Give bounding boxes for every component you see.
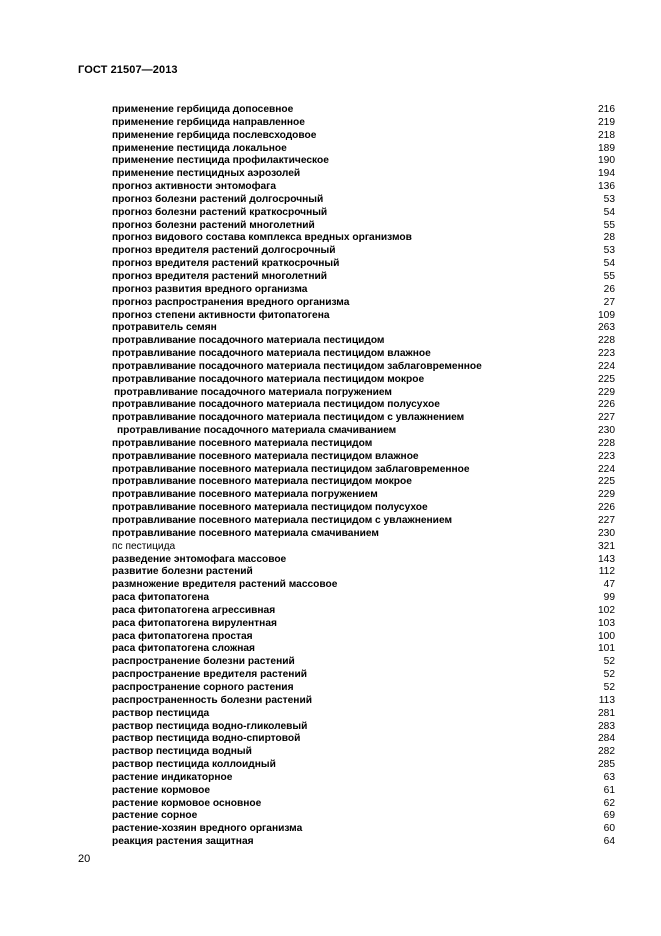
index-term: прогноз вредителя растений краткосрочный: [112, 258, 340, 270]
term-index-list: [112, 104, 615, 849]
index-page-number: 226: [598, 399, 615, 411]
index-entry: [112, 130, 615, 143]
index-entry: [112, 489, 615, 502]
index-page-number: 27: [603, 296, 615, 308]
index-page-number: 285: [598, 759, 615, 771]
index-entry: [112, 451, 615, 464]
index-entry: [112, 643, 615, 656]
index-term: разведение энтомофага массовое: [112, 553, 287, 565]
index-term: раствор пестицида: [112, 707, 210, 719]
index-page-number: 61: [603, 784, 615, 796]
index-entry: [112, 104, 615, 117]
index-entry: [112, 348, 615, 361]
index-term: прогноз вредителя растений многолетний: [112, 270, 328, 282]
index-page-number: 101: [598, 643, 615, 655]
index-entry: [112, 322, 615, 335]
index-page-number: 54: [603, 206, 615, 218]
index-term: протравливание посадочного материала пестицидом полусухое: [112, 399, 440, 411]
index-term: пс пестицида: [112, 540, 176, 552]
index-page-number: 103: [598, 617, 615, 629]
index-entry: [112, 566, 615, 579]
index-entry: [112, 271, 615, 284]
index-entry: [112, 476, 615, 489]
index-term: протравливание посевного материала пестицидом полусухое: [112, 502, 428, 514]
index-term: протравливание посевного материала погружением: [112, 489, 378, 501]
index-page-number: 143: [598, 553, 615, 565]
index-entry: [112, 759, 615, 772]
index-entry: [112, 682, 615, 695]
index-term: протравливание посадочного материала пестицидом влажное: [112, 348, 431, 360]
index-term: раса фитопатогена вирулентная: [112, 617, 277, 629]
index-page-number: 100: [598, 630, 615, 642]
index-term: прогноз болезни растений долгосрочный: [112, 193, 324, 205]
index-entry: [112, 361, 615, 374]
index-entry: [112, 181, 615, 194]
index-page-number: 54: [603, 258, 615, 270]
index-page-number: 216: [598, 104, 615, 115]
index-term: протравливание посевного материала пестицидом мокрое: [112, 476, 412, 488]
index-entry: [112, 143, 615, 156]
index-term: применение гербицида допосевное: [112, 104, 294, 115]
index-page-number: 47: [603, 579, 615, 591]
index-page-number: 53: [603, 193, 615, 205]
index-term: протравливание посадочного материала смачиванием: [117, 425, 397, 437]
index-page-number: 112: [598, 566, 615, 578]
index-page-number: 230: [598, 527, 615, 539]
index-page-number: 263: [598, 322, 615, 334]
index-entry: [112, 669, 615, 682]
document-header: ГОСТ 21507—2013: [78, 64, 178, 76]
index-page-number: 223: [598, 348, 615, 360]
index-page-number: 26: [603, 283, 615, 295]
index-page-number: 223: [598, 450, 615, 462]
index-page-number: 60: [603, 823, 615, 835]
index-term: раса фитопатогена сложная: [112, 643, 255, 655]
index-page-number: 321: [598, 540, 615, 552]
index-term: протравливание посадочного материала пестицидом мокрое: [112, 373, 425, 385]
index-entry: [112, 631, 615, 644]
index-term: протравливание посевного материала пестицидом влажное: [112, 450, 419, 462]
index-term: применение пестицида локальное: [112, 142, 287, 154]
index-page-number: 64: [603, 836, 615, 848]
index-entry: [112, 117, 615, 130]
index-page-number: 194: [598, 168, 615, 180]
index-term: раствор пестицида водно-гликолевый: [112, 720, 308, 732]
index-entry: [112, 695, 615, 708]
index-entry: [112, 836, 615, 849]
index-term: прогноз развития вредного организма: [112, 283, 308, 295]
index-page-number: 226: [598, 502, 615, 514]
index-entry: [112, 772, 615, 785]
index-term: прогноз болезни растений многолетний: [112, 219, 315, 231]
index-entry: [112, 425, 615, 438]
index-page-number: 218: [598, 129, 615, 141]
index-page-number: 227: [598, 412, 615, 424]
index-entry: [112, 258, 615, 271]
index-entry: [112, 798, 615, 811]
index-entry: [112, 810, 615, 823]
index-term: распространение болезни растений: [112, 656, 295, 668]
index-entry: [112, 310, 615, 323]
index-entry: [112, 335, 615, 348]
index-term: раса фитопатогена агрессивная: [112, 604, 276, 616]
index-term: протравитель семян: [112, 322, 217, 334]
index-entry: [112, 502, 615, 515]
index-page-number: 190: [598, 155, 615, 167]
index-entry: [112, 399, 615, 412]
index-page-number: 113: [598, 694, 615, 706]
index-entry: [112, 721, 615, 734]
index-entry: [112, 412, 615, 425]
index-entry: [112, 746, 615, 759]
index-term: протравливание посевного материала пестицидом заблаговременное: [112, 463, 470, 475]
index-page-number: 52: [603, 656, 615, 668]
index-term: протравливание посевного материала пестицидом: [112, 437, 373, 449]
index-page-number: 228: [598, 437, 615, 449]
index-entry: [112, 528, 615, 541]
index-entry: [112, 220, 615, 233]
index-entry: [112, 656, 615, 669]
index-page-number: 189: [598, 142, 615, 154]
index-term: реакция растения защитная: [112, 836, 254, 848]
index-entry: [112, 297, 615, 310]
index-term: растение сорное: [112, 810, 198, 822]
index-term: прогноз видового состава комплекса вредных организмов: [112, 232, 412, 244]
index-page-number: 69: [603, 810, 615, 822]
index-page-number: 228: [598, 335, 615, 347]
index-term: прогноз вредителя растений долгосрочный: [112, 245, 336, 257]
index-entry: [112, 541, 615, 554]
index-entry: [112, 207, 615, 220]
index-term: раса фитопатогена простая: [112, 630, 253, 642]
index-page-number: 52: [603, 669, 615, 681]
index-term: раствор пестицида коллоидный: [112, 759, 276, 771]
index-page-number: 53: [603, 245, 615, 257]
index-entry: [112, 618, 615, 631]
index-entry: [112, 733, 615, 746]
index-page-number: 229: [598, 386, 615, 398]
index-term: прогноз болезни растений краткосрочный: [112, 206, 328, 218]
index-page-number: 55: [603, 219, 615, 231]
index-term: протравливание посадочного материала погружением: [114, 386, 392, 398]
index-entry: [112, 168, 615, 181]
index-term: раствор пестицида водный: [112, 746, 252, 758]
index-term: прогноз распространения вредного организма: [112, 296, 350, 308]
index-page-number: 28: [603, 232, 615, 244]
index-entry: [112, 438, 615, 451]
index-term: протравливание посевного материала смачиванием: [112, 527, 379, 539]
index-entry: [112, 785, 615, 798]
index-page-number: 55: [603, 270, 615, 282]
index-entry: [112, 232, 615, 245]
index-term: протравливание посевного материала пестицидом с увлажнением: [112, 515, 453, 526]
index-page-number: 224: [598, 463, 615, 475]
index-page-number: 99: [603, 592, 615, 604]
index-entry: [112, 155, 615, 168]
index-entry: [112, 245, 615, 258]
index-term: протравливание посадочного материала пестицидом с увлажнением: [112, 412, 465, 424]
index-page-number: 229: [598, 489, 615, 501]
index-page-number: 284: [598, 733, 615, 745]
index-term: применение гербицида направленное: [112, 116, 305, 128]
index-term: прогноз степени активности фитопатогена: [112, 309, 330, 321]
index-page-number: 102: [598, 604, 615, 616]
page-number: 20: [78, 853, 91, 865]
index-page-number: 219: [598, 116, 615, 128]
index-entry: [112, 592, 615, 605]
index-term: растение индикаторное: [112, 771, 233, 783]
index-page-number: 230: [598, 425, 615, 437]
index-entry: [112, 387, 615, 400]
index-entry: [112, 374, 615, 387]
index-entry: [112, 194, 615, 207]
index-term: растение кормовое: [112, 784, 211, 796]
index-term: раса фитопатогена: [112, 592, 210, 604]
index-entry: [112, 708, 615, 721]
index-page-number: 62: [603, 797, 615, 809]
index-page-number: 109: [598, 309, 615, 321]
index-entry: [112, 605, 615, 618]
index-entry: [112, 554, 615, 567]
index-term: прогноз активности энтомофага: [112, 181, 277, 193]
index-term: применение пестицида профилактическое: [112, 155, 329, 167]
index-page-number: 283: [598, 720, 615, 732]
index-term: распространение сорного растения: [112, 681, 294, 693]
index-entry: [112, 823, 615, 836]
index-page-number: 282: [598, 746, 615, 758]
index-term: распространенность болезни растений: [112, 694, 312, 706]
index-term: протравливание посадочного материала пестицидом заблаговременное: [112, 360, 482, 372]
index-term: применение гербицида послевсходовое: [112, 129, 317, 141]
index-term: размножение вредителя растений массовое: [112, 579, 338, 591]
index-term: растение кормовое основное: [112, 797, 262, 809]
index-entry: [112, 284, 615, 297]
index-page-number: 225: [598, 476, 615, 488]
index-term: развитие болезни растений: [112, 566, 253, 578]
index-entry: [112, 579, 615, 592]
index-term: распространение вредителя растений: [112, 669, 307, 681]
index-entry: [112, 464, 615, 477]
index-term: протравливание посадочного материала пестицидом: [112, 335, 385, 347]
index-page-number: 281: [598, 707, 615, 719]
index-page-number: 225: [598, 373, 615, 385]
index-page-number: 63: [603, 771, 615, 783]
index-page-number: 224: [598, 360, 615, 372]
index-page-number: 52: [603, 681, 615, 693]
index-page-number: 136: [598, 181, 615, 193]
index-entry: [112, 515, 615, 528]
index-page-number: 227: [598, 515, 615, 526]
index-term: раствор пестицида водно-спиртовой: [112, 733, 301, 745]
index-term: растение-хозяин вредного организма: [112, 823, 303, 835]
index-term: применение пестицидных аэрозолей: [112, 168, 301, 180]
